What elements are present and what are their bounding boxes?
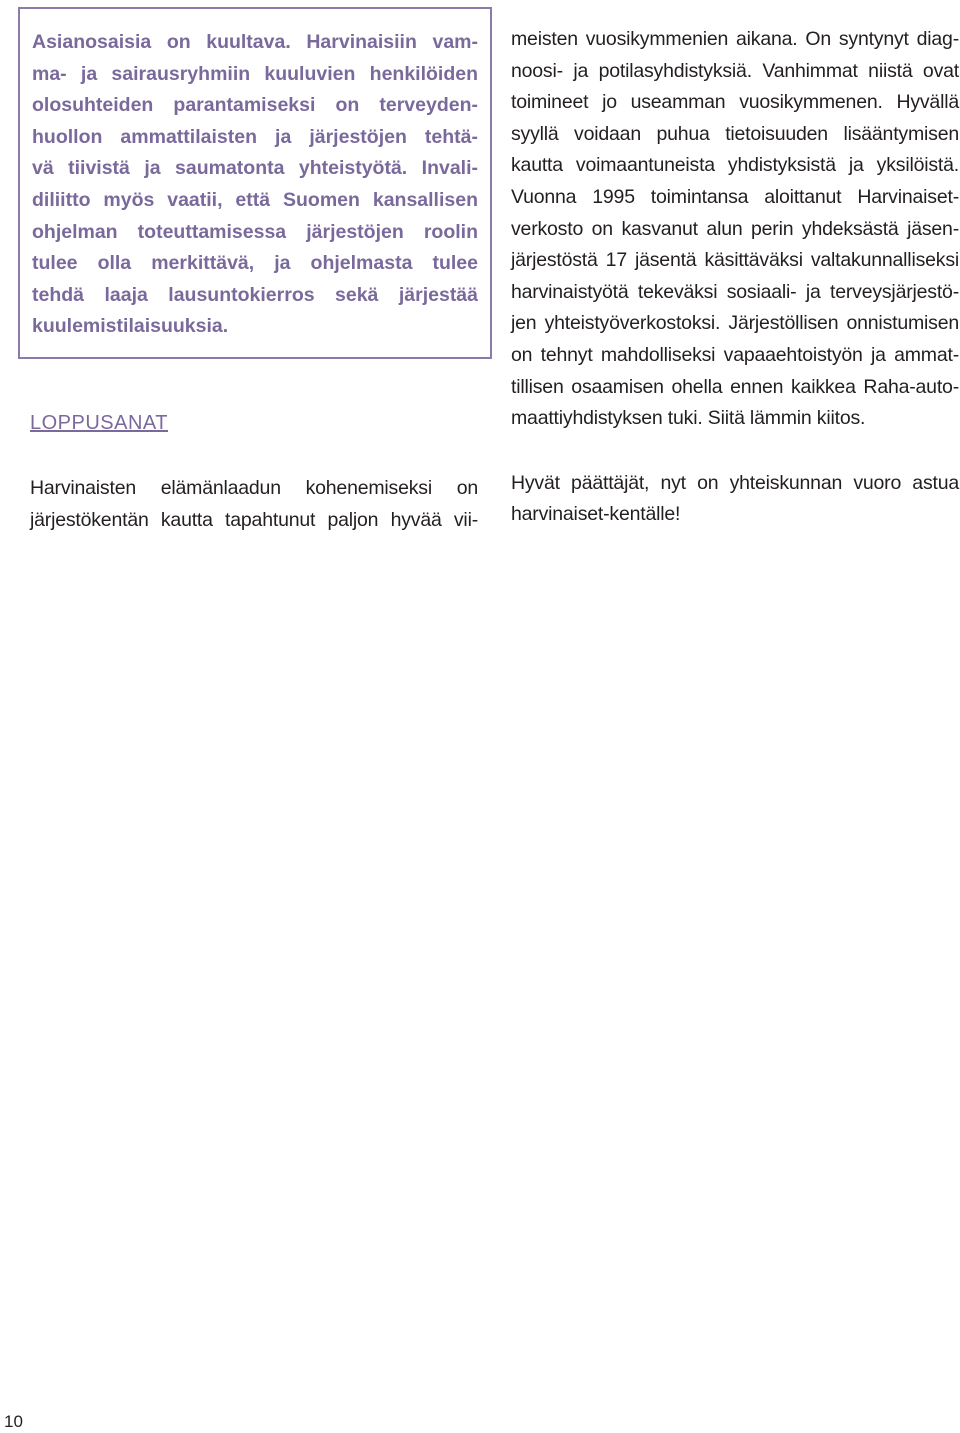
body-line: harvinaiset-kentälle! (511, 503, 681, 526)
body-line: on tehnyt mahdolliseksi vapaaehtoistyön ja ammat- (511, 343, 959, 366)
body-line: jen yhteistyöverkostoksi. Järjestöllisen onnistumisen (511, 312, 959, 335)
left-column (30, 473, 478, 536)
body-line: maattiyhdistyksen tuki. Siitä lämmin kiitos. (511, 407, 866, 430)
callout-line: Asianosaisia on kuultava. Harvinaisiin vam- (32, 31, 478, 53)
callout-line: kuulemistilaisuuksia. (32, 315, 229, 338)
body-line: järjestöstä 17 jäsentä käsittäväksi valtakunnalliseksi (511, 249, 959, 272)
body-line: harvinaistyötä tekeväksi sosiaali- ja terveysjärjestö- (511, 280, 959, 303)
body-line: toimineet jo useamman vuosikymmenen. Hyvällä (511, 91, 959, 114)
body-line: meisten vuosikymmenien aikana. On syntynyt diag- (511, 28, 959, 50)
body-line: Harvinaisten elämänlaadun kohenemiseksi on (30, 477, 478, 499)
callout-line: tehdä laaja lausuntokierros sekä järjestää (32, 283, 478, 306)
body-line: noosi- ja potilasyhdistyksiä. Vanhimmat niistä ovat (511, 59, 959, 82)
body-line: kautta voimaantuneista yhdistyksistä ja yksilöistä. (511, 154, 959, 177)
callout-line: diliitto myös vaatii, että Suomen kansallisen (32, 188, 478, 211)
callout-box (18, 7, 492, 359)
paragraph (511, 24, 959, 435)
body-line: Vuonna 1995 toimintansa aloittanut Harvinaiset- (511, 185, 959, 208)
paragraph-gap (511, 435, 959, 468)
body-line: järjestökentän kautta tapahtunut paljon hyvää vii- (30, 508, 478, 531)
callout-line: ohjelman toteuttamisessa järjestöjen roolin (32, 220, 478, 243)
right-column (511, 24, 959, 531)
callout-line: huollon ammattilaisten ja järjestöjen tehtä- (32, 125, 478, 148)
page-number: 10 (4, 1412, 23, 1431)
body-line: syyllä voidaan puhua tietoisuuden lisääntymisen (511, 122, 959, 145)
body-line: Hyvät päättäjät, nyt on yhteiskunnan vuoro astua (511, 471, 959, 494)
callout-line: vä tiivistä ja saumatonta yhteistyötä. Invali- (32, 157, 478, 180)
callout-line: tulee olla merkittävä, ja ohjelmasta tulee (32, 252, 478, 275)
section-heading: LOPPUSANAT (30, 412, 168, 434)
callout-line: olosuhteiden parantamiseksi on terveyden- (32, 94, 478, 117)
callout-line: ma- ja sairausryhmiin kuuluvien henkilöiden (32, 62, 478, 85)
paragraph (511, 468, 959, 531)
body-line: verkosto on kasvanut alun perin yhdeksästä jäsen- (511, 217, 959, 240)
body-line: tillisen osaamisen ohella ennen kaikkea Raha-auto- (511, 375, 959, 398)
